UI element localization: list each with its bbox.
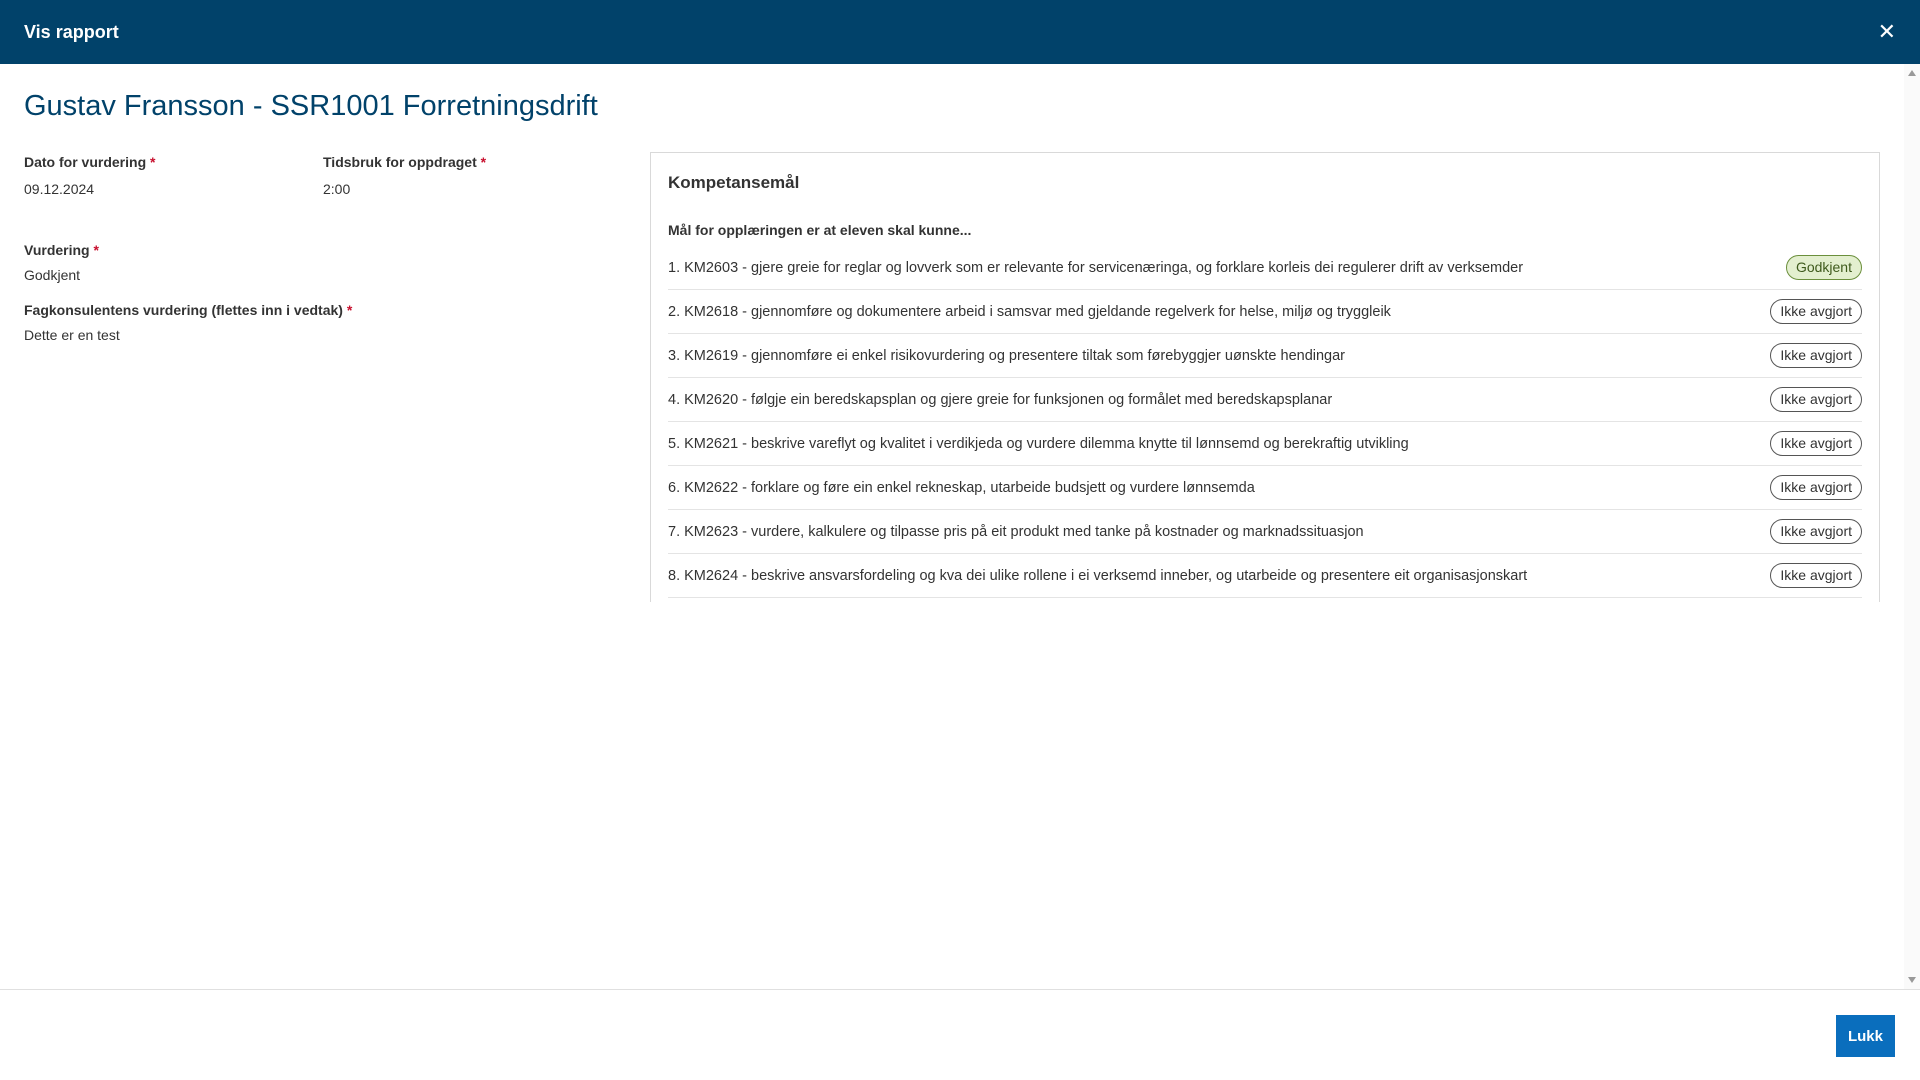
goal-row [668,422,1862,466]
goal-text: 7. KM2623 - vurdere, kalkulere og tilpasse pris på eit produkt med tanke på kostnader og marknadssituasjon [668,523,1364,540]
page-title: Gustav Fransson - SSR1001 Forretningsdrift [24,90,598,122]
goal-text: 4. KM2620 - følgje ein beredskapsplan og gjere greie for funksjonen og formålet med beredskapsplanar [668,391,1333,408]
consultant-label: Fagkonsulentens vurdering (flettes inn i vedtak) [24,302,343,318]
status-badge: Ikke avgjort [1770,299,1862,324]
modal-body [0,64,1904,989]
assessment-label: Vurdering [24,242,90,258]
date-field [24,154,155,197]
goal-text: 1. KM2603 - gjere greie for reglar og lovverk som er relevante for servicenæringa, og forklare korleis dei regulerer drift av verksemder [668,259,1524,276]
goal-text: 8. KM2624 - beskrive ansvarsfordeling og kva dei ulike rollene i ei verksemd inneber, og utarbeide og presentere eit organisasjonskart [668,567,1528,584]
competence-panel [650,152,1880,602]
modal-footer [0,989,1920,1080]
status-badge: Ikke avgjort [1770,387,1862,412]
scrollbar[interactable] [1904,64,1920,989]
goal-row [668,378,1862,422]
required-marker: * [150,154,156,170]
goal-text: 2. KM2618 - gjennomføre og dokumentere arbeid i samsvar med gjeldande regelverk for helse, miljø og tryggleik [668,303,1391,320]
goal-row [668,510,1862,554]
assessment-value: Godkjent [24,267,81,283]
consultant-value: Dette er en test [24,327,120,343]
close-icon[interactable]: ✕ [1877,19,1896,44]
consultant-field [24,302,352,343]
assessment-field [24,242,99,283]
modal-header [0,0,1920,64]
goal-row [668,466,1862,510]
competence-title: Kompetansemål [668,173,800,192]
goal-text: 6. KM2622 - forklare og føre ein enkel rekneskap, utarbeide budsjett og vurdere lønnsemda [668,479,1255,496]
status-badge: Ikke avgjort [1770,519,1862,544]
date-value: 09.12.2024 [24,181,95,197]
time-field [323,154,486,197]
required-marker: * [480,154,487,170]
goal-row [668,554,1862,598]
close-button[interactable]: Lukk [1836,1015,1895,1057]
status-badge: Ikke avgjort [1770,431,1862,456]
status-badge: Ikke avgjort [1770,343,1862,368]
goal-text: 3. KM2619 - gjennomføre ei enkel risikovurdering og presentere tiltak som førebyggjer uønskte hendingar [668,347,1346,364]
time-label: Tidsbruk for oppdraget [323,154,477,170]
goal-row [668,290,1862,334]
date-label: Dato for vurdering [24,154,147,170]
scroll-up-arrow-icon[interactable] [1908,70,1916,76]
status-badge: Ikke avgjort [1770,475,1862,500]
goal-text: 5. KM2621 - beskrive vareflyt og kvalitet i verdikjeda og vurdere dilemma knytte til lønnsemd og berekraftig utvikling [668,435,1409,452]
status-badge: Godkjent [1786,255,1862,280]
time-value: 2:00 [323,181,351,197]
modal-title: Vis rapport [24,21,119,42]
goal-row [668,334,1862,378]
required-marker: * [93,242,99,258]
status-badge: Ikke avgjort [1770,563,1862,588]
goal-list [668,246,1862,598]
goal-row [668,246,1862,290]
scroll-down-arrow-icon[interactable] [1908,977,1916,983]
required-marker: * [346,302,353,318]
competence-subtitle: Mål for opplæringen er at eleven skal kunne... [668,222,972,238]
